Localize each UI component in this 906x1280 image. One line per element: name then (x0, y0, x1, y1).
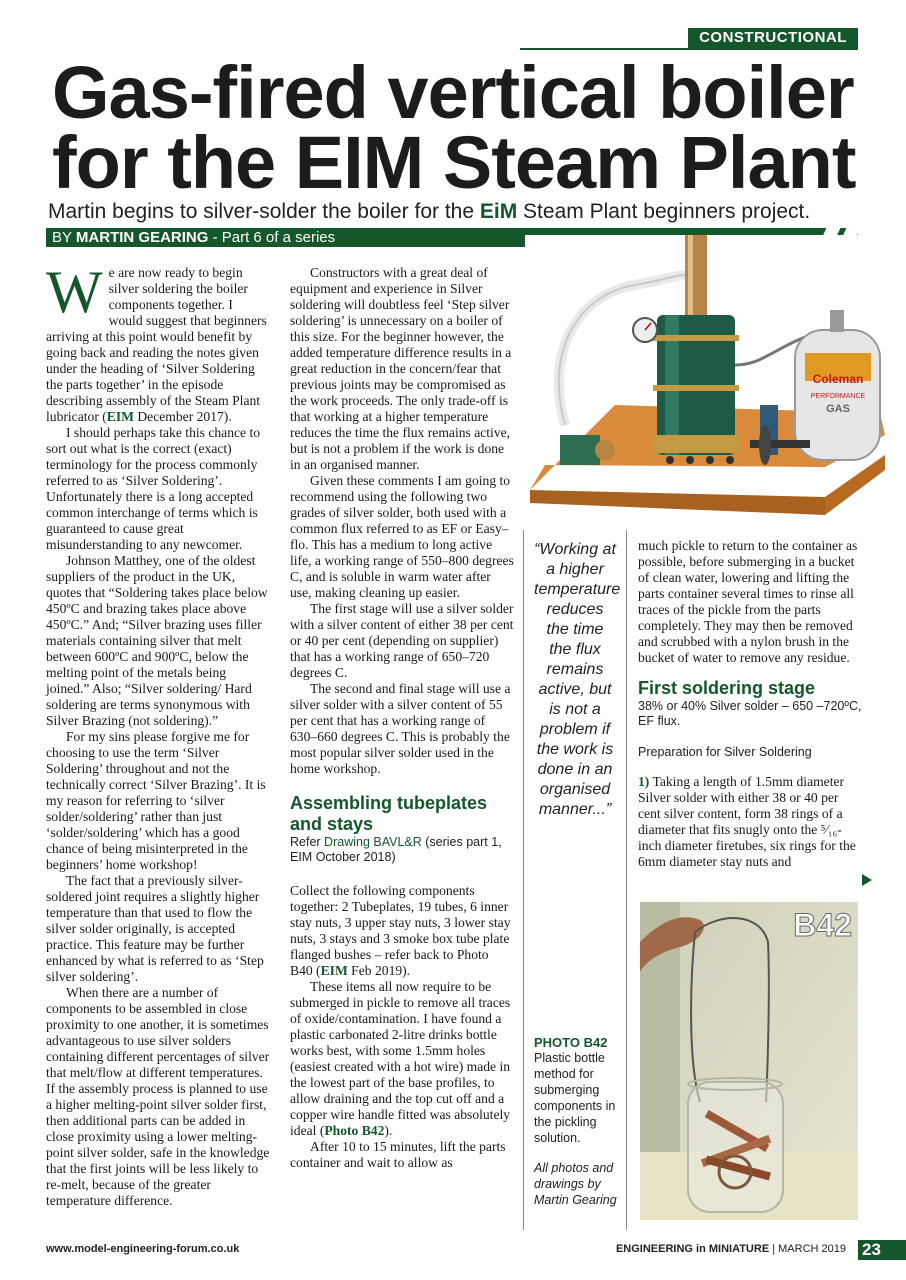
boiler-photo (525, 235, 885, 525)
column-1 (46, 259, 270, 1209)
gas-can-line-1: PERFORMANCE (810, 393, 866, 400)
footer-url[interactable]: www.model-engineering-forum.co.uk (46, 1243, 240, 1255)
column-divider (626, 530, 627, 1230)
paragraph: Constructors with a great deal of equipment and experience in Silver soldering will doubtless feel ‘Step silver soldering’ is unnecessary on a boiler of this size. For the beginner however, the added temperature difference results in a great reduction in the concern/fear that previous joints may be compromised as the work proceeds. The only trade-off is that working at a higher temperature reduces the time the flux remains active, but is not a problem if the work is done in an organised manner. (290, 265, 512, 472)
paragraph: Johnson Matthey, one of the oldest suppliers of the product in the UK, quotes that “Soldering takes place below 450ºC and brazing takes place above 450ºC.” And; “Silver brazing uses filler materials containing silver that melt between 600ºC and 900ºC, below the melting point of the metals being joined.” Also; “Silver soldering/ Hard soldering are terms synonymous with Silver Brazing (not soldering).” (46, 553, 268, 728)
pull-quote: “Working at a higher temperature reduces the time the flux remains active, but is not a problem if the work is done in an organised manner...” (534, 541, 621, 818)
author-name: MARTIN GEARING (75, 229, 209, 246)
bottle-photo (640, 902, 858, 1220)
paragraph: After 10 to 15 minutes, lift the parts container and wait to allow as (290, 1139, 506, 1170)
series-part: - Part 6 of a series (208, 229, 336, 246)
drawing-reference: Refer Drawing BAVL&R (series part 1, EIM October 2018) (290, 835, 502, 864)
column-2 (290, 265, 514, 1171)
paragraph: When there are a number of components to be assembled in close proximity to one another, it is sometimes advantageous to use silver solders containing different percentages of silver that melt/flow at different temperatures. If the assembly process is planned to use a higher melting-point silver solder first, then additional parts can be added in close proximity using a lower melting-point silver solder, safe in the knowledge that the first joints will be less likely to re-melt, because of the greater temperature difference. (46, 985, 270, 1208)
section-heading: Assembling tubeplates and stays (290, 793, 488, 834)
paragraph: These items all now require to be submerged in pickle to remove all traces of oxide/contamination. I have found a plastic carbonated 2-litre drinks bottle works best, with some 1.5mm holes (easiest created with a hot wire) made in the lowest part of the base profiles, to allow draining and the top cut off and a copper wire handle fitted was absolutely ideal (Photo B42). (290, 979, 511, 1138)
paragraph: We are now ready to begin silver soldering the boiler components together. I would suggest that beginners arriving at this point would benefit by going back and reading the notes given under the heading of ‘Silver Soldering the parts together’ in the episode describing assembly of the Steam Plant lubricator (EIM December 2017). (46, 259, 267, 424)
byline-bar: BY MARTIN GEARING - Part 6 of a series (46, 228, 858, 247)
paragraph: Collect the following components together: 2 Tubeplates, 19 tubes, 6 inner stay nuts, 3 upper stay nuts, 3 lower stay nuts, 3 stays and 3 smoke box tube plate flanged bushes – refer back to Photo B40 (EIM Feb 2019). (290, 883, 511, 978)
photo-credit: All photos and drawings by Martin Gearing (534, 1161, 617, 1207)
section-heading: First soldering stage (638, 678, 816, 698)
article-headline (52, 51, 872, 204)
gas-can-line-2: GAS (826, 403, 850, 415)
paragraph: I should perhaps take this chance to sort out what is the correct (exact) terminology for the process commonly referred to as ‘Silver Soldering’. Unfortunately there is a long accepted common interchange of terms which is guaranteed to cause great misunderstanding to any newcomer. (46, 425, 261, 552)
paragraph: The second and final stage will use a silver solder with a silver content of 55 per cent that has a working range of 630–660 degrees C. This is probably the most popular silver solder used in the home workshop. (290, 681, 511, 776)
photo-tag: B42 (793, 907, 852, 943)
continue-arrow-icon (862, 874, 872, 886)
drawing-link[interactable]: Drawing BAVL&R (324, 835, 422, 849)
footer-issue: ENGINEERING in MINIATURE | MARCH 2019 (615, 1243, 846, 1255)
brand-mark: EiM (479, 200, 518, 223)
column-divider (523, 530, 524, 1230)
gas-can-brand: Coleman (812, 372, 864, 386)
column-4 (638, 538, 862, 870)
section-tag: CONSTRUCTIONAL (688, 28, 858, 48)
header-rule (520, 48, 858, 50)
photo-caption-text: Plastic bottle method for submerging components in the pickling solution. (534, 1051, 616, 1145)
paragraph: 1) Taking a length of 1.5mm diameter Silver solder with either 38 or 40 per cent silver content, form 38 rings of a diameter that fits snugly onto the ⁵⁄₁₆-inch diameter firetubes, six rings for the 6mm diameter stay nuts and (638, 774, 856, 869)
drop-cap: W (46, 259, 103, 325)
paragraph: much pickle to return to the container as possible, before submerging in a bucket of clean water, lowering and lifting the parts container several times to rinse all traces of the pickle from the parts completely. They may then be removed and scrubbed with a nylon brush in the bucket of water to remove any residue. (638, 538, 858, 665)
paragraph: For my sins please forgive me for choosing to use the term ‘Silver Soldering’ throughout and not the technically correct ‘Silver Brazing’. It is my reason for referring to ‘silver solder/soldering’ rather than just ‘solder/soldering’ which has a good chance of being misinterpreted in the beginners’ home workshop! (46, 729, 266, 872)
page-number: 23 (858, 1240, 906, 1260)
photo-label: PHOTO B42 (534, 1035, 608, 1050)
headline-line-1: Gas-fired vertical boiler (52, 51, 854, 134)
headline-line-2: for the EIM Steam Plant (52, 121, 856, 204)
solder-spec: 38% or 40% Silver solder – 650 –720ºC, EF flux. (638, 699, 862, 728)
subheading: Preparation for Silver Soldering (638, 745, 812, 759)
paragraph: Given these comments I am going to recommend using the following two grades of silver solder, both used with a common flux referred to as EF or Easy–flo. This has a medium to long active life, a working range of 550–800 degrees C, and is soluble in warm water after use, making cleaning up easier. (290, 473, 514, 600)
paragraph: The fact that a previously silver-soldered joint requires a slightly higher temperature than that used to flow the silver solder originally, is accepted practice. This feature may be further enhanced by what is referred to as ‘Step silver soldering’. (46, 873, 264, 984)
standfirst: Martin begins to silver-solder the boiler for the EiM Steam Plant beginners project. (48, 200, 811, 223)
paragraph: The first stage will use a silver solder with a silver content of either 38 per cent or 40 per cent (depending on supplier) that has a working range of 650–720 degrees C. (290, 601, 514, 680)
photo-caption (534, 1035, 618, 1208)
